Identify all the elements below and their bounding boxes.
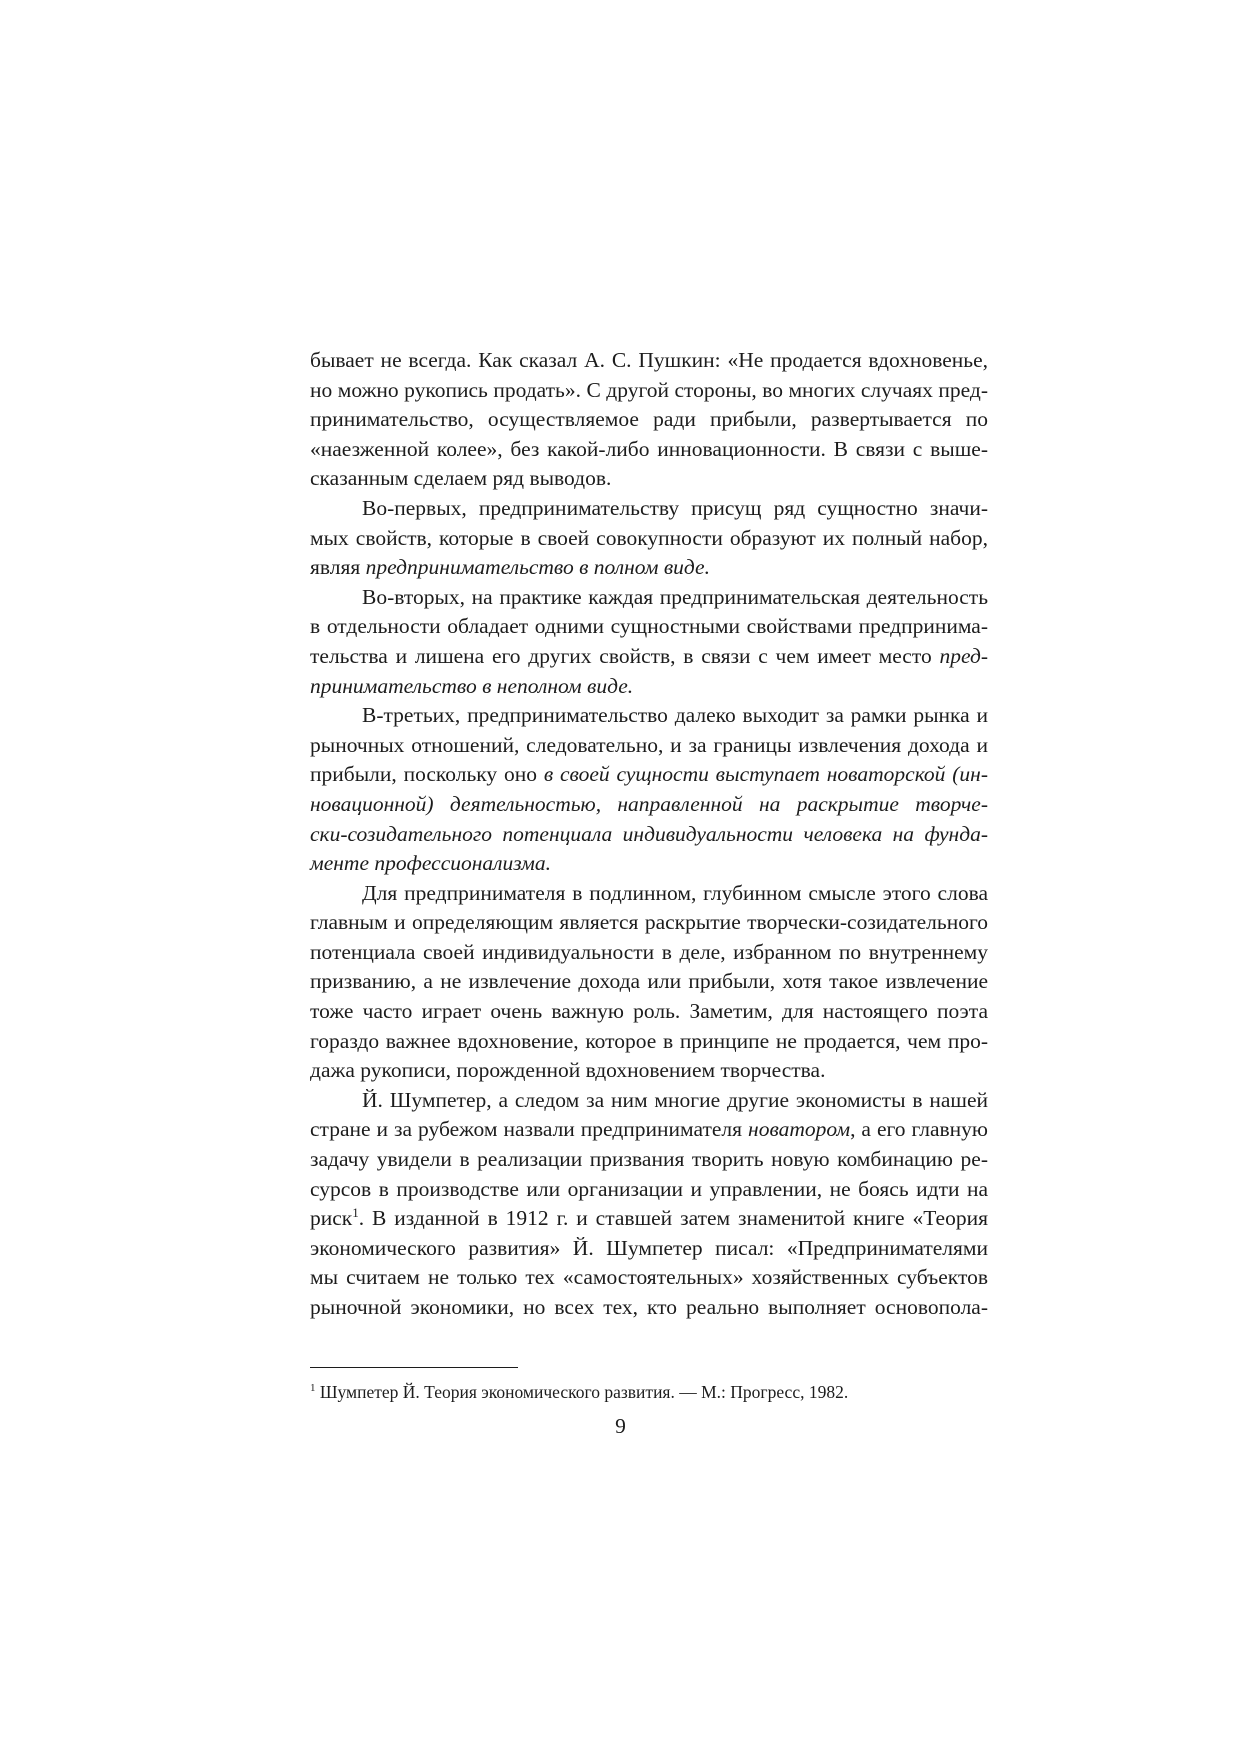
italic-text: в своей сущности выступает новаторской (ин-	[543, 762, 988, 787]
paragraph-5	[310, 879, 988, 1086]
paragraph-2	[310, 494, 988, 583]
text-line: в отдельности обладает одними сущностными свойствами предпринима-	[310, 614, 988, 639]
text-line: задачу увидели в реализации призвания творить новую комбинацию ре-	[310, 1147, 988, 1172]
plain-text: тельства и лишена его других свойств, в связи с чем имеет место	[310, 643, 940, 668]
text-line	[310, 760, 988, 790]
italic-text: менте профессионализма.	[310, 851, 551, 876]
paragraph-1	[310, 346, 988, 494]
text-line: Для предпринимателя в подлинном, глубинном смысле этого слова	[362, 880, 988, 905]
plain-text: . В изданной в 1912 г. и ставшей затем знаменитой книге «Теория	[358, 1206, 988, 1231]
main-text	[310, 346, 988, 1323]
text-line: мых свойств, которые в своей совокупности образуют их полный набор,	[310, 525, 988, 550]
text-line	[310, 642, 988, 672]
text-line: мы считаем не только тех «самостоятельных» хозяйственных субъектов	[310, 1265, 988, 1290]
text-line: сказанным сделаем ряд выводов.	[310, 466, 612, 491]
text-line: но можно рукопись продать». С другой стороны, во многих случаях пред-	[310, 377, 988, 402]
text-line: дажа рукописи, порожденной вдохновением творчества.	[310, 1058, 826, 1083]
text-line: Во-вторых, на практике каждая предпринимательская деятельность	[362, 584, 988, 609]
footnote	[310, 1380, 988, 1404]
page-number: 9	[615, 1414, 626, 1438]
italic-text: принимательство в неполном виде.	[310, 673, 634, 698]
plain-text: стране и за рубежом назвали предпринимателя	[310, 1117, 749, 1142]
italic-text: предпринимательство в полном виде.	[365, 555, 710, 580]
paragraph-4	[310, 701, 988, 879]
paragraph-3	[310, 583, 988, 701]
text-line: главным и определяющим является раскрытие творчески-созидательного	[310, 910, 988, 935]
text-line	[310, 672, 988, 702]
text-line	[310, 790, 988, 820]
text-line: сурсов в производстве или организации и управлении, не боясь идти на	[310, 1176, 988, 1201]
text-line: тоже часто играет очень важную роль. Заметим, для настоящего поэта	[310, 999, 988, 1024]
text-line: рыночных отношений, следовательно, и за границы извлечения дохода и	[310, 732, 988, 757]
footnote-reference[interactable]: 1	[352, 1205, 359, 1221]
text-line: гораздо важнее вдохновение, которое в принципе не продается, чем про-	[310, 1028, 988, 1053]
italic-text: ски-созидательного потенциала индивидуальности человека на фунда-	[310, 821, 988, 846]
plain-text: являя	[310, 555, 366, 580]
text-line: «наезженной колее», без какой-либо инновационности. В связи с выше-	[310, 436, 988, 461]
footnote-text: Шумпетер Й. Теория экономического развития. — М.: Прогресс, 1982.	[315, 1382, 849, 1402]
plain-text: прибыли, поскольку оно	[310, 762, 544, 787]
text-line: Й. Шумпетер, а следом за ним многие другие экономисты в нашей	[362, 1087, 988, 1112]
italic-text: пред-	[939, 643, 988, 668]
text-line: экономического развития» Й. Шумпетер писал: «Предпринимателями	[310, 1235, 988, 1260]
plain-text: , а его главную	[850, 1117, 988, 1142]
plain-text: риск	[310, 1206, 353, 1231]
text-line: рыночной экономики, но всех тех, кто реально выполняет основопола-	[310, 1295, 988, 1319]
paragraph-6	[310, 1086, 988, 1323]
text-line: В-третьих, предпринимательство далеко выходит за рамки рынка и	[362, 703, 988, 728]
text-line	[310, 1115, 988, 1145]
text-line: принимательство, осуществляемое ради прибыли, развертывается по	[310, 407, 988, 432]
italic-text: новационной) деятельностью, направленной на раскрытие творче-	[310, 791, 988, 816]
italic-text: новатором	[748, 1117, 851, 1142]
text-line	[310, 820, 988, 850]
footnote-divider	[310, 1367, 518, 1368]
text-line: потенциала своей индивидуальности в деле, избранном по внутреннему	[310, 939, 988, 964]
footnote-marker: 1	[310, 1382, 316, 1395]
text-line: бывает не всегда. Как сказал А. С. Пушкин: «Не продается вдохновенье,	[310, 348, 988, 372]
text-line	[310, 553, 988, 583]
text-line	[310, 849, 988, 879]
text-line: призванию, а не извлечение дохода или прибыли, хотя такое извлечение	[310, 969, 988, 994]
text-line: Во-первых, предпринимательству присущ ряд сущностно значи-	[362, 495, 988, 520]
text-line	[310, 1204, 988, 1234]
